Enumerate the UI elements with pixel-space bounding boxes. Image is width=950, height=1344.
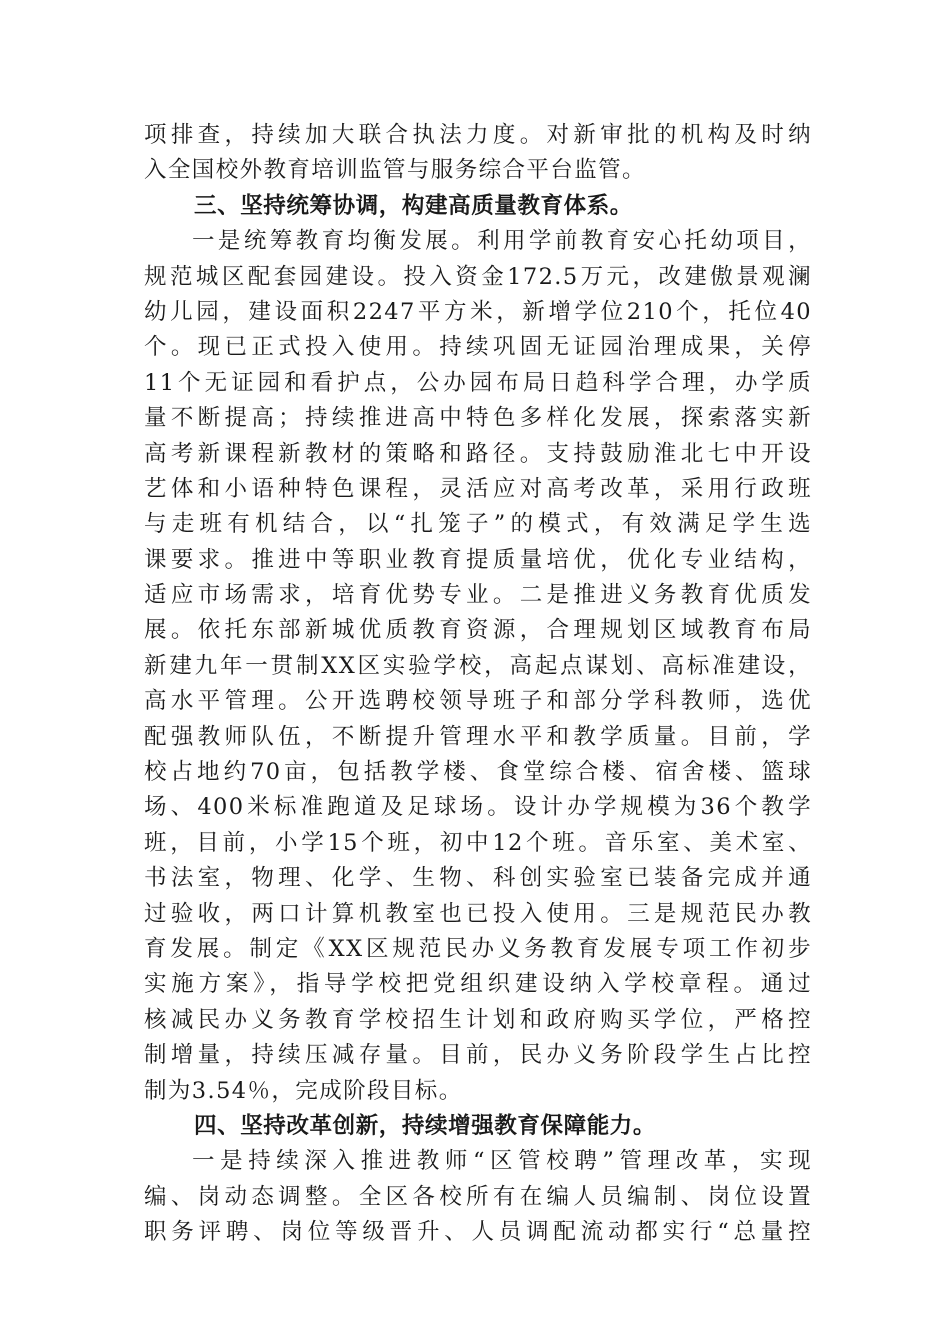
text-line: 适应市场需求，培育优势专业。二是推进义务教育优质发 [144, 582, 812, 609]
text-line: 育发展。制定《XX区规范民办义务教育发展专项工作初步 [144, 935, 812, 962]
text-line: 一是持续深入推进教师“区管校聘”管理改革，实现 [192, 1148, 812, 1175]
text-line: 个。现已正式投入使用。持续巩固无证园治理成果，关停 [144, 334, 812, 361]
text-line: 高水平管理。公开选聘校领导班子和部分学科教师，选优 [144, 688, 812, 715]
text-line: 与走班有机结合，以“扎笼子”的模式，有效满足学生选 [144, 511, 812, 538]
text-line: 高考新课程新教材的策略和路径。支持鼓励淮北七中开设 [144, 440, 812, 467]
text-line: 展。依托东部新城优质教育资源，合理规划区域教育布局 [144, 617, 812, 644]
text-line: 制为3.54％，完成阶段目标。 [144, 1077, 463, 1104]
text-line: 幼儿园，建设面积2247平方米，新增学位210个，托位40 [144, 298, 812, 325]
text-line: 过验收，两口计算机教室也已投入使用。三是规范民办教 [144, 900, 812, 927]
text-line: 量不断提高；持续推进高中特色多样化发展，探索落实新 [144, 405, 812, 432]
section-heading: 三、坚持统筹协调，构建高质量教育体系。 [194, 192, 633, 219]
text-line: 编、岗动态调整。全区各校所有在编人员编制、岗位设置 [144, 1183, 812, 1210]
section-heading: 四、坚持改革创新，持续增强教育保障能力。 [194, 1112, 657, 1139]
text-line: 班，目前，小学15个班，初中12个班。音乐室、美术室、 [144, 829, 812, 856]
text-line: 实施方案》，指导学校把党组织建设纳入学校章程。通过 [144, 971, 812, 998]
text-line: 项排查，持续加大联合执法力度。对新审批的机构及时纳 [144, 122, 812, 148]
text-line: 课要求。推进中等职业教育提质量培优，优化专业结构， [144, 546, 812, 573]
text-line: 场、400米标准跑道及足球场。设计办学规模为36个教学 [144, 794, 812, 821]
text-line: 职务评聘、岗位等级晋升、人员调配流动都实行“总量控 [144, 1219, 812, 1246]
text-line: 校占地约70亩，包括教学楼、食堂综合楼、宿舍楼、篮球 [144, 759, 812, 786]
text-line: 新建九年一贯制XX区实验学校，高起点谋划、高标准建设， [144, 652, 812, 679]
text-line: 核减民办义务教育学校招生计划和政府购买学位，严格控 [144, 1006, 812, 1033]
text-line: 制增量，持续压减存量。目前，民办义务阶段学生占比控 [144, 1042, 812, 1069]
text-line: 一是统筹教育均衡发展。利用学前教育安心托幼项目， [192, 228, 812, 255]
text-line: 配强教师队伍，不断提升管理水平和教学质量。目前，学 [144, 723, 812, 750]
text-line: 规范城区配套园建设。投入资金172.5万元，改建傲景观澜 [144, 263, 812, 290]
text-line: 书法室，物理、化学、生物、科创实验室已装备完成并通 [144, 865, 812, 892]
text-line: 艺体和小语种特色课程，灵活应对高考改革，采用行政班 [144, 475, 812, 502]
document-body [144, 118, 812, 1251]
text-line: 入全国校外教育培训监管与服务综合平台监管。 [144, 157, 646, 184]
text-line: 11个无证园和看护点，公办园布局日趋科学合理，办学质 [144, 369, 812, 396]
